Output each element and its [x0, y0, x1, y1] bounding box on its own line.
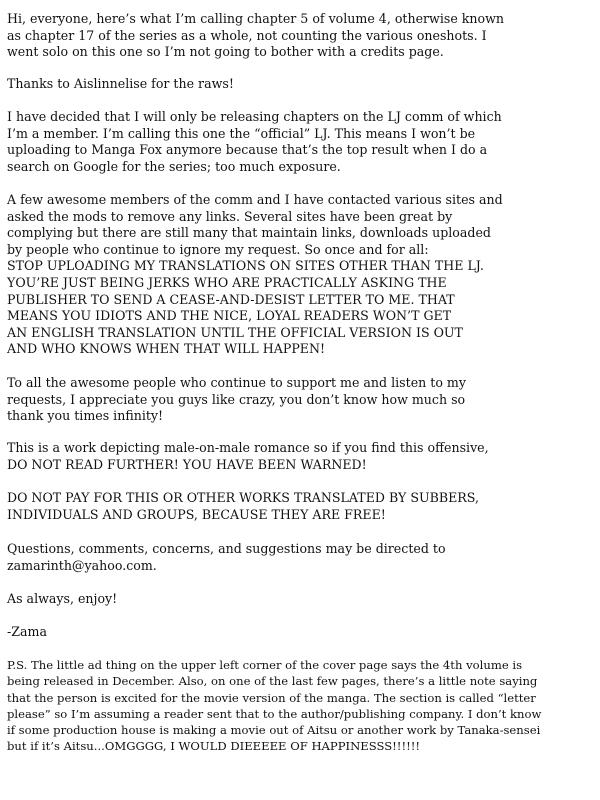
- text-line: AND WHO KNOWS WHEN THAT WILL HAPPEN!: [7, 341, 326, 357]
- signature: [7, 624, 47, 641]
- text-line: but if it’s Aitsu...OMGGGG, I WOULD DIEEEEE OF HAPPINESSS!!!!!!: [7, 739, 421, 754]
- content-warning-paragraph: [7, 440, 489, 473]
- text-line: Hi, everyone, here’s what I’m calling chapter 5 of volume 4, otherwise known: [7, 11, 504, 26]
- text-line: P.S. The little ad thing on the upper left corner of the cover page says the 4th volume is: [7, 658, 523, 672]
- intro-paragraph: [7, 11, 504, 61]
- text-line: AN ENGLISH TRANSLATION UNTIL THE OFFICIAL VERSION IS OUT: [7, 324, 463, 340]
- text-line: that the person is excited for the movie version of the manga. The section is called “letter: [7, 690, 536, 705]
- text-line: I’m a member. I’m calling this one the “official” LJ. This means I won’t be: [7, 125, 476, 141]
- text-line: STOP UPLOADING MY TRANSLATIONS ON SITES OTHER THAN THE LJ.: [7, 258, 484, 274]
- text-line: asked the mods to remove any links. Several sites have been great by: [7, 208, 453, 224]
- text-line: thank you times infinity!: [7, 408, 164, 424]
- text-line: being released in December. Also, on one of the last few pages, there’s a little note saying: [7, 674, 538, 689]
- text-line: as chapter 17 of the series as a whole, not counting the various oneshots. I: [7, 27, 487, 43]
- takedown-notice-paragraph: [7, 192, 503, 358]
- do-not-pay-paragraph: [7, 490, 479, 523]
- text-line: MEANS YOU IDIOTS AND THE NICE, LOYAL READERS WON’T GET: [7, 308, 452, 324]
- signature-text: -Zama: [7, 624, 47, 639]
- text-line: Questions, comments, concerns, and suggestions may be directed to: [7, 541, 446, 556]
- appreciation-paragraph: [7, 375, 466, 425]
- text-line: To all the awesome people who continue to support me and listen to my: [7, 375, 466, 390]
- contact-paragraph: [7, 541, 446, 574]
- thanks-paragraph: [7, 76, 234, 93]
- text-line: by people who continue to ignore my request. So once and for all:: [7, 241, 429, 257]
- text-line: YOU’RE JUST BEING JERKS WHO ARE PRACTICALLY ASKING THE: [7, 274, 447, 290]
- text-line: As always, enjoy!: [7, 591, 118, 606]
- text-line: INDIVIDUALS AND GROUPS, BECAUSE THEY ARE FREE!: [7, 506, 386, 522]
- closing-paragraph: [7, 591, 117, 608]
- text-line: DO NOT PAY FOR THIS OR OTHER WORKS TRANSLATED BY SUBBERS,: [7, 490, 479, 505]
- postscript-paragraph: [7, 657, 541, 755]
- text-line: uploading to Manga Fox anymore because that’s the top result when I do a: [7, 142, 488, 158]
- text-line: DO NOT READ FURTHER! YOU HAVE BEEN WARNED!: [7, 456, 367, 472]
- text-line: complying but there are still many that maintain links, downloads uploaded: [7, 225, 491, 241]
- text-line: A few awesome members of the comm and I have contacted various sites and: [7, 192, 503, 207]
- text-line: This is a work depicting male-on-male romance so if you find this offensive,: [7, 440, 489, 455]
- text-line: search on Google for the series; too much exposure.: [7, 158, 341, 174]
- text-line: if some production house is making a movie out of Aitsu or another work by Tanaka-sensei: [7, 723, 541, 738]
- release-policy-paragraph: [7, 109, 502, 175]
- text-line: went solo on this one so I’m not going to bother with a credits page.: [7, 44, 444, 60]
- text-line: requests, I appreciate you guys like crazy, you don’t know how much so: [7, 391, 466, 407]
- text-line: please” so I’m assuming a reader sent that to the author/publishing company. I don’t know: [7, 706, 542, 721]
- text-line: Thanks to Aislinnelise for the raws!: [7, 76, 234, 91]
- text-line: PUBLISHER TO SEND A CEASE-AND-DESIST LETTER TO ME. THAT: [7, 291, 455, 307]
- text-line: I have decided that I will only be releasing chapters on the LJ comm of which: [7, 109, 502, 124]
- contact-email: zamarinth@yahoo.com.: [7, 557, 157, 573]
